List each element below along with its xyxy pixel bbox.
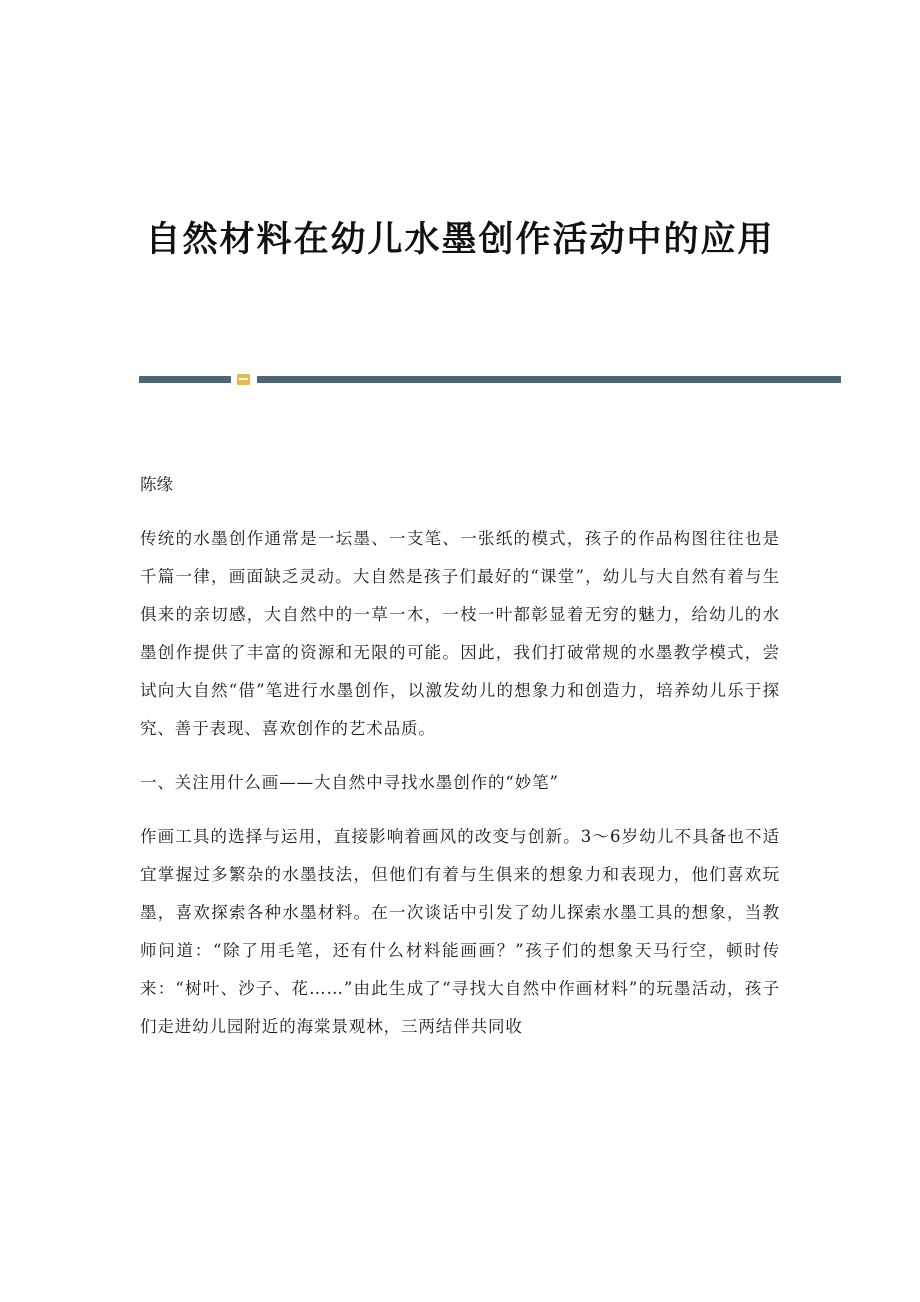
divider-marker-icon — [237, 374, 250, 385]
document-title: 自然材料在幼儿水墨创作活动中的应用 — [145, 220, 775, 260]
document-body — [140, 466, 780, 1062]
intro-paragraph: 传统的水墨创作通常是一坛墨、一支笔、一张纸的模式，孩子的作品构图往往也是千篇一律，画面缺乏灵动。大自然是孩子们最好的“课堂”，幼儿与大自然有着与生俱来的亲切感，大自然中的一草一木，一枝一叶都彰显着无穷的魅力，给幼儿的水墨创作提供了丰富的资源和无限的可能。因此，我们打破常规的水墨教学模式，尝试向大自然“借”笔进行水墨创作，以激发幼儿的想象力和创造力，培养幼儿乐于探究、善于表现、喜欢创作的艺术品质。 — [140, 529, 780, 738]
divider-bar-left — [139, 376, 231, 383]
divider-bar-right — [257, 376, 841, 383]
author-name: 陈缘 — [140, 475, 173, 494]
section-paragraph: 作画工具的选择与运用，直接影响着画风的改变与创新。3～6岁幼儿不具备也不适宜掌握过多繁杂的水墨技法，但他们有着与生俱来的想象力和表现力，他们喜欢玩墨，喜欢探索各种水墨材料。在一次谈话中引发了幼儿探索水墨工具的想象，当教师问道：“除了用毛笔，还有什么材料能画画？”孩子们的想象天马行空，顿时传来：“树叶、沙子、花……”由此生成了“寻找大自然中作画材料”的玩墨活动，孩子们走进幼儿园附近的海棠景观林，三两结伴共同收 — [140, 827, 780, 1036]
section-heading: 一、关注用什么画——大自然中寻找水墨创作的“妙笔” — [140, 773, 559, 792]
title-divider — [139, 374, 841, 385]
